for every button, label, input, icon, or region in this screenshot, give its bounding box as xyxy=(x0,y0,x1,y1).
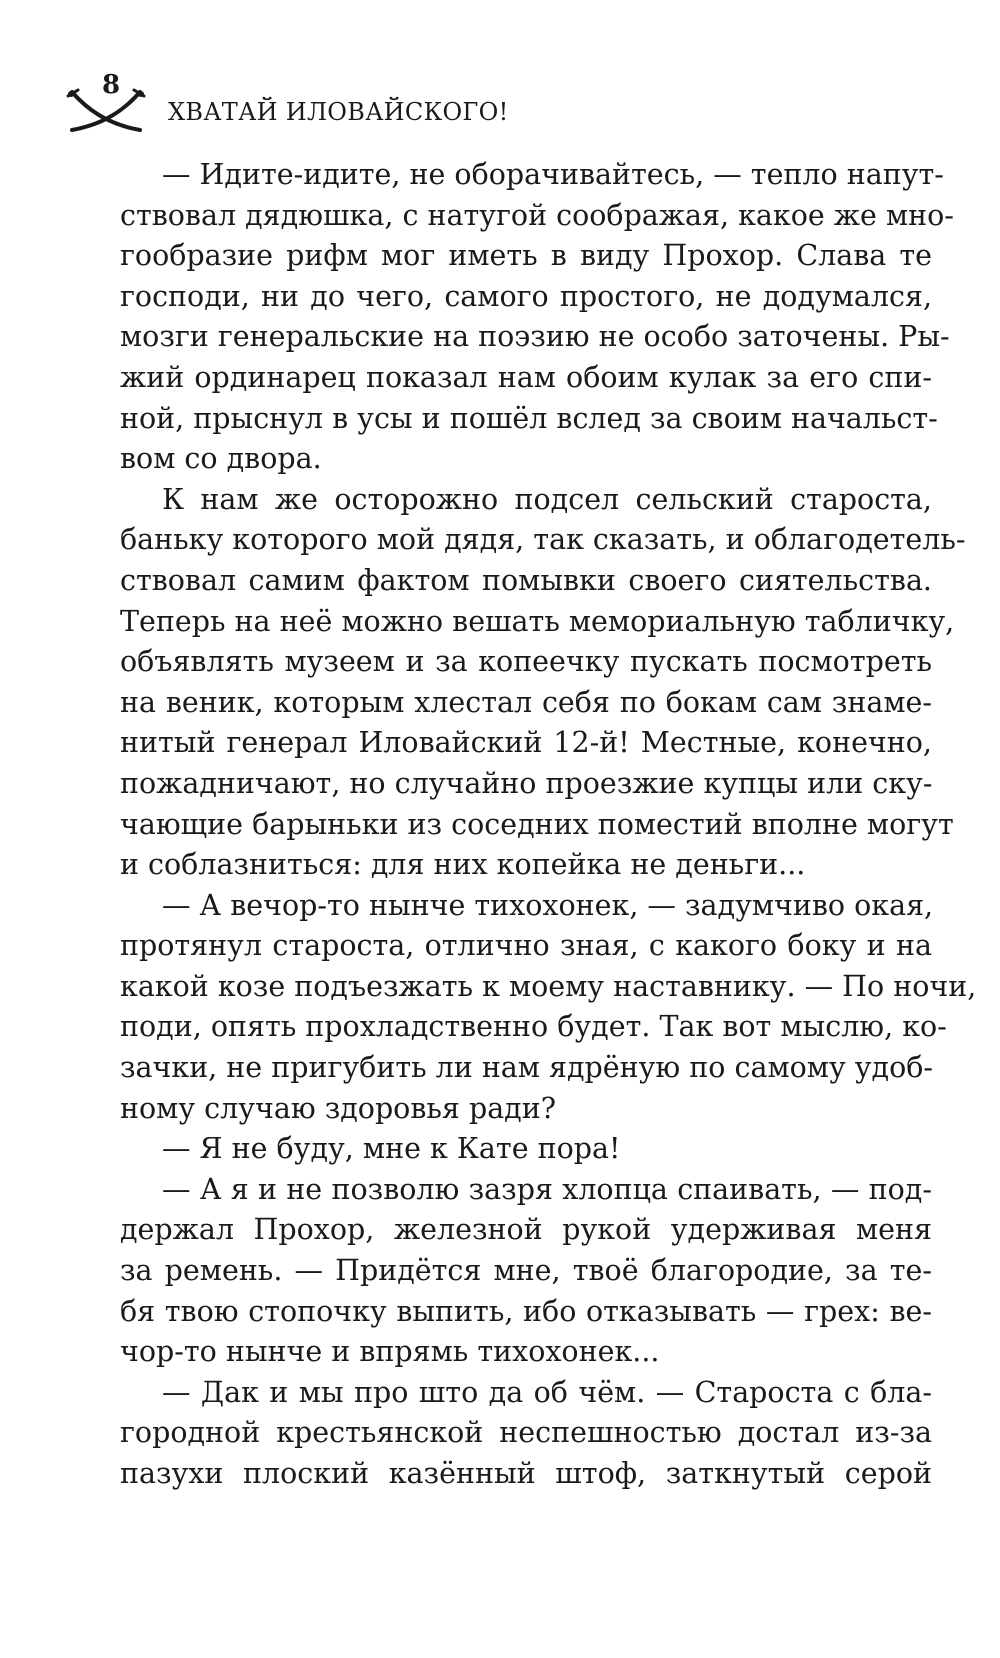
text-line: поди, опять прохладственно будет. Так вот мыслю, ко- xyxy=(120,1010,947,1044)
page-header xyxy=(66,70,666,140)
text-line: ствовал дядюшка, с натугой соображая, какое же мно- xyxy=(120,198,954,232)
crossed-sabers-icon xyxy=(66,88,146,136)
text-line: — А я и не позволю зазря хлопца спаивать, — под- xyxy=(162,1172,932,1206)
text-line: чающие барыньки из соседних поместий вполне могут xyxy=(120,807,954,841)
text-line: городной крестьянской неспешностью достал из-за xyxy=(120,1416,932,1450)
text-line: мозги генеральские на поэзию не особо заточены. Ры- xyxy=(120,320,950,354)
text-line: баньку которого мой дядя, так сказать, и облагодетель- xyxy=(120,523,966,557)
text-line: за ремень. — Придётся мне, твоё благородие, за те- xyxy=(120,1254,932,1288)
running-title: ХВАТАЙ ИЛОВАЙСКОГО! xyxy=(168,98,509,126)
page-number: 8 xyxy=(102,70,121,100)
text-line: гообразие рифм мог иметь в виду Прохор. Слава те xyxy=(120,239,932,273)
text-line: пожадничают, но случайно проезжие купцы или ску- xyxy=(120,766,933,800)
text-line: — Я не буду, мне к Кате пора! xyxy=(162,1132,621,1166)
text-line: господи, ни до чего, самого простого, не додумался, xyxy=(120,279,932,313)
text-line: бя твою стопочку выпить, ибо отказывать — грех: ве- xyxy=(120,1294,932,1328)
text-line: протянул староста, отлично зная, с какого боку и на xyxy=(120,929,932,963)
text-line: — А вечор-то нынче тихохонек, — задумчиво окая, xyxy=(162,888,934,922)
text-line: нитый генерал Иловайский 12-й! Местные, конечно, xyxy=(120,726,932,760)
text-line: чор-то нынче и впрямь тихохонек... xyxy=(120,1335,660,1369)
text-line: на веник, которым хлестал себя по бокам сам знаме- xyxy=(120,685,932,719)
text-line: Теперь на неё можно вешать мемориальную табличку, xyxy=(120,604,955,638)
text-line: — Идите-идите, не оборачивайтесь, — тепло напут- xyxy=(162,158,944,191)
text-line: К нам же осторожно подсел сельский староста, xyxy=(162,482,932,516)
text-line: ной, прыснул в усы и пошёл вслед за своим начальст- xyxy=(120,401,938,435)
text-line: объявлять музеем и за копеечку пускать посмотреть xyxy=(120,645,932,679)
text-line: ному случаю здоровья ради? xyxy=(120,1091,557,1125)
text-line: жий ординарец показал нам обоим кулак за его спи- xyxy=(120,360,932,394)
text-line: — Дак и мы про што да об чём. — Староста с бла- xyxy=(162,1375,932,1409)
text-line: вом со двора. xyxy=(120,442,322,476)
text-line: пазухи плоский казённый штоф, заткнутый серой xyxy=(120,1457,932,1490)
text-line: зачки, не пригубить ли нам ядрёную по самому удоб- xyxy=(120,1051,934,1085)
body-text xyxy=(120,155,977,1495)
text-line: ствовал самим фактом помывки своего сиятельства. xyxy=(120,563,932,597)
text-line: и соблазниться: для них копейка не деньги... xyxy=(120,848,806,882)
text-line: какой козе подъезжать к моему наставнику. — По ночи, xyxy=(120,969,977,1003)
text-line: держал Прохор, железной рукой удерживая меня xyxy=(120,1213,932,1247)
